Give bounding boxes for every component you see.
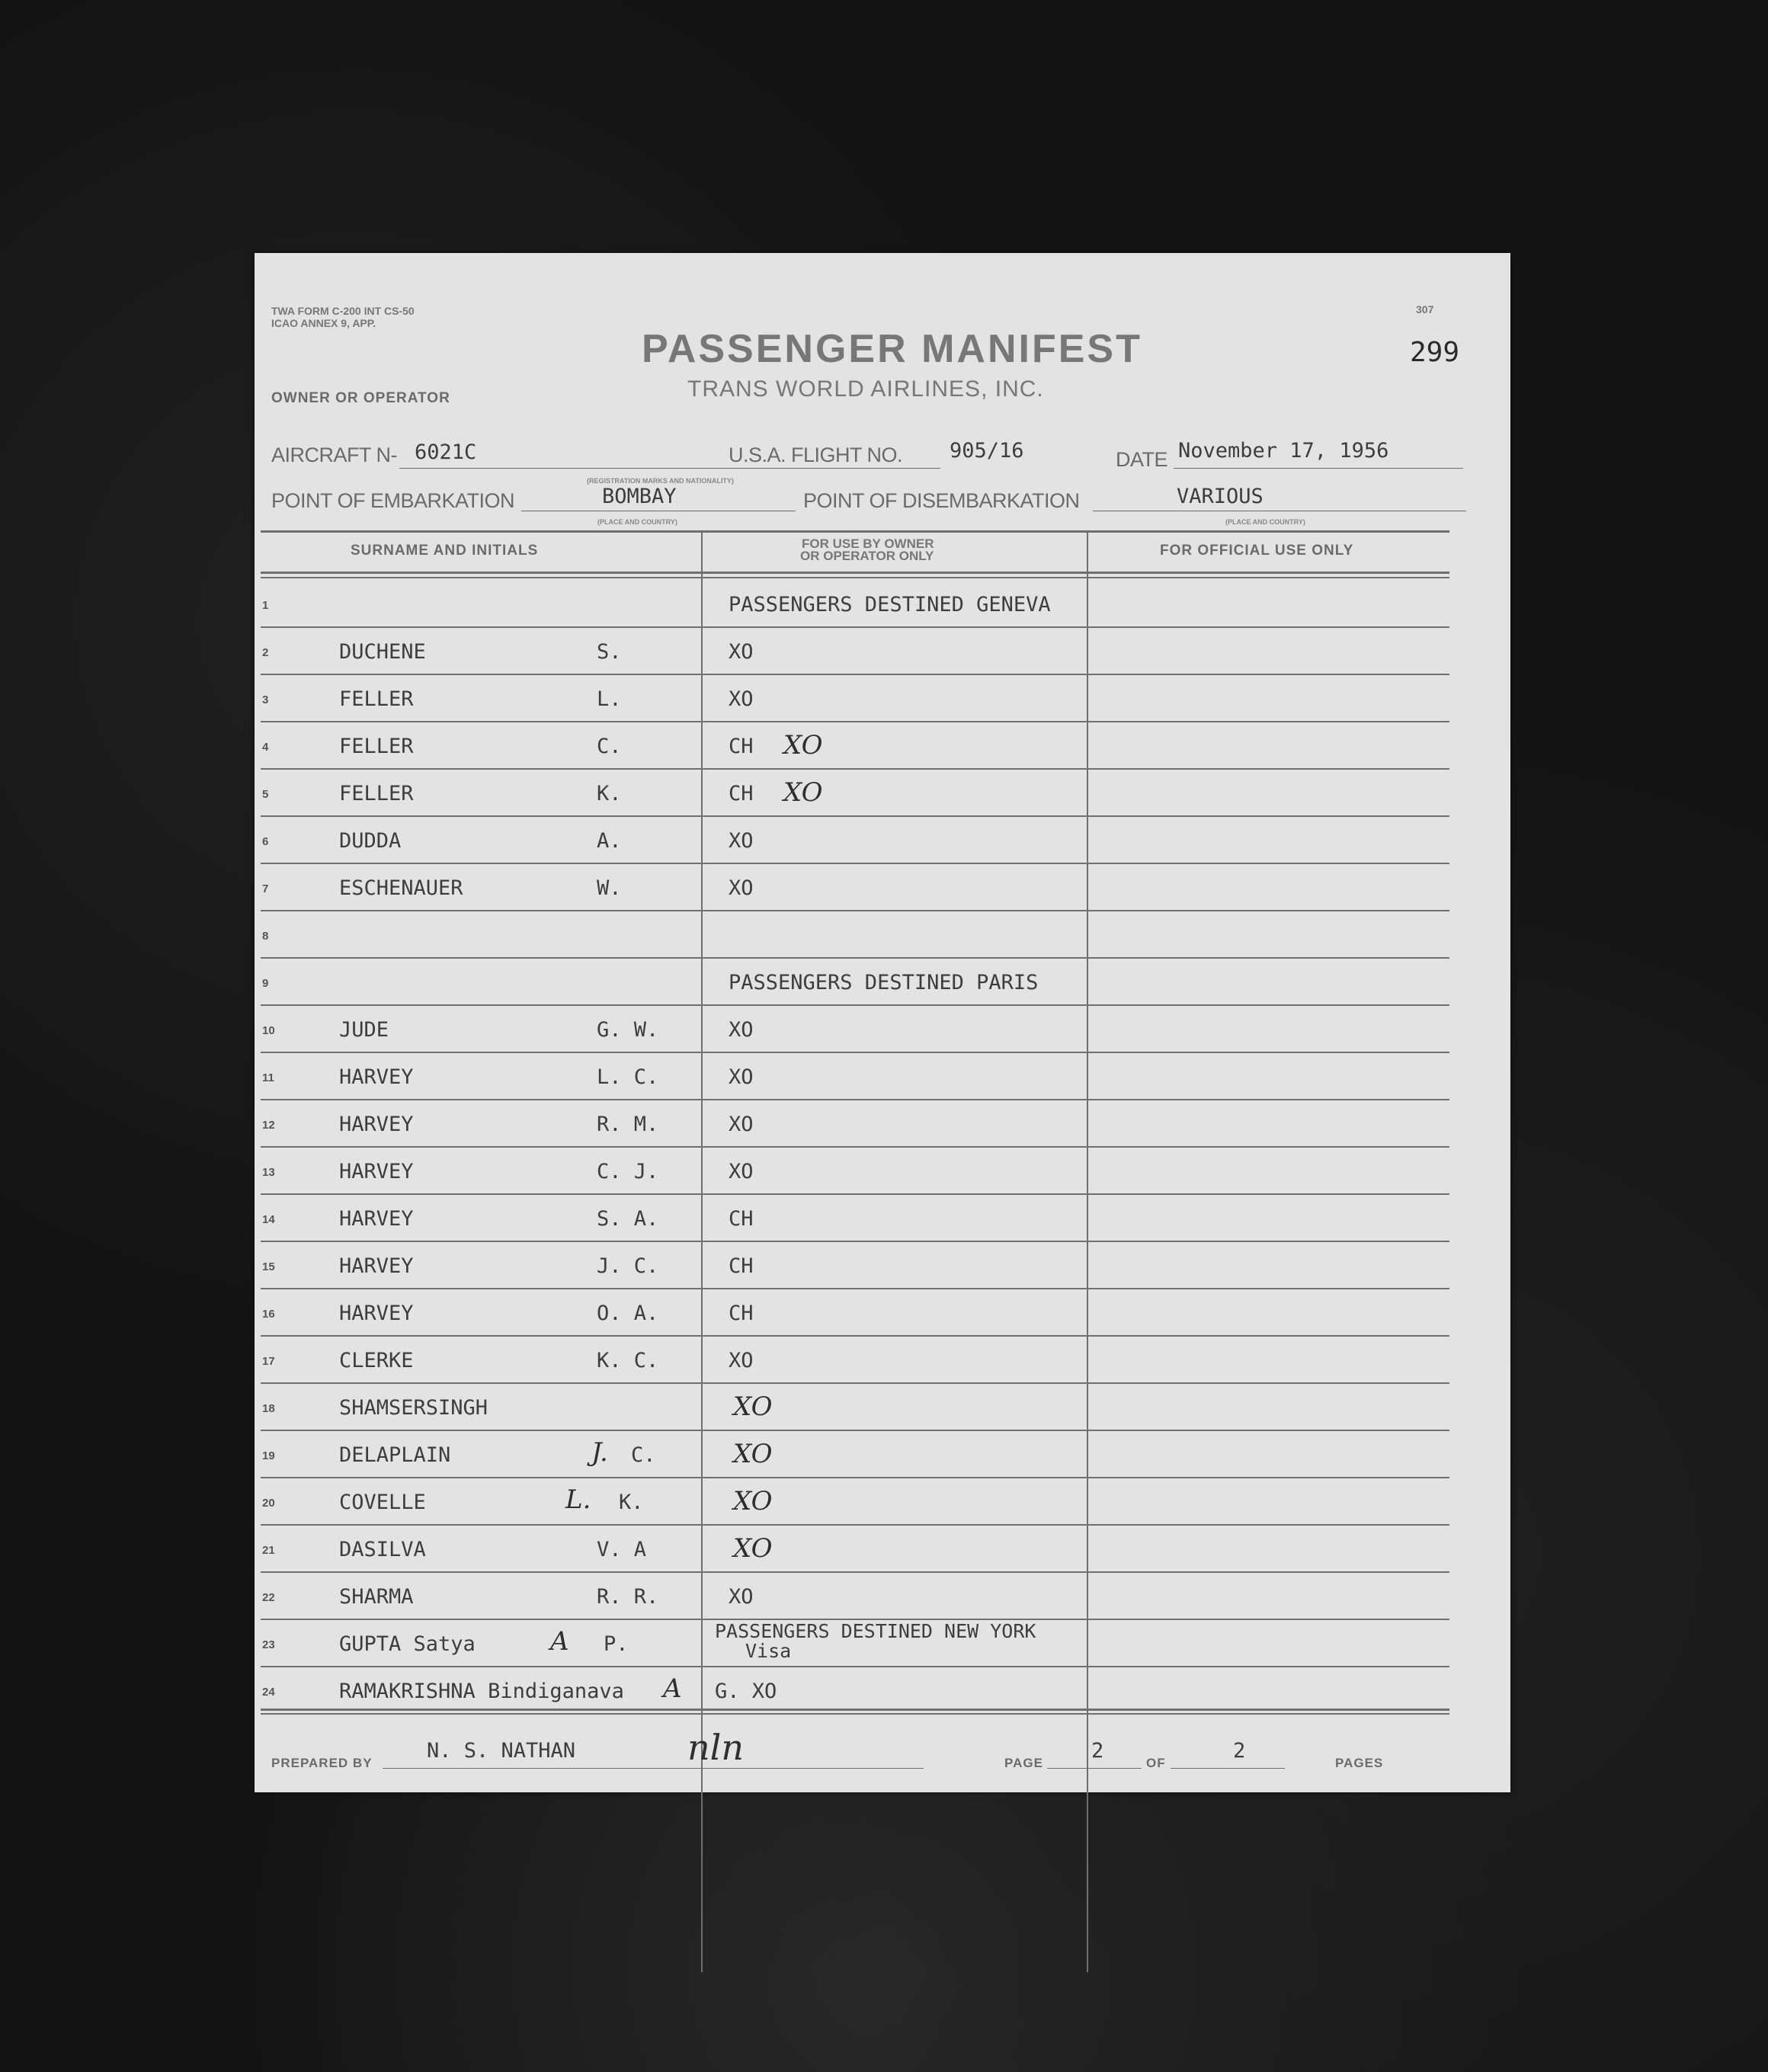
table-row — [261, 1478, 1449, 1526]
disembarkation-value: VARIOUS — [1177, 485, 1264, 508]
row-number: 12 — [262, 1119, 275, 1132]
operator-remark: XO — [729, 687, 754, 711]
table-row — [261, 1053, 1449, 1100]
manifest-sheet — [255, 253, 1510, 1792]
passenger-surname: HARVEY — [339, 1254, 414, 1278]
operator-remark: XO — [729, 1349, 754, 1372]
owner-operator-label: OWNER OR OPERATOR — [271, 390, 450, 406]
table-row — [261, 770, 1449, 817]
table-row — [261, 1337, 1449, 1384]
embarkation-label: POINT OF EMBARKATION — [271, 489, 515, 512]
operator-remark: PASSENGERS DESTINED PARIS — [729, 971, 1039, 994]
prepared-by-value: N. S. NATHAN — [427, 1739, 576, 1763]
row-number: 2 — [262, 646, 269, 659]
table-row — [261, 1148, 1449, 1195]
row-number: 19 — [262, 1449, 275, 1462]
operator-remark: G. XO — [715, 1680, 777, 1703]
table-row — [261, 1384, 1449, 1431]
form-title: PASSENGER MANIFEST — [642, 327, 1142, 371]
passenger-initials: V. A — [597, 1538, 647, 1561]
passenger-surname: HARVEY — [339, 1065, 414, 1089]
passenger-initials: K. — [619, 1491, 644, 1514]
passenger-initials: R. M. — [597, 1113, 659, 1136]
flight-label: U.S.A. FLIGHT NO. — [729, 444, 903, 466]
handwritten-initial: A — [550, 1626, 569, 1657]
passenger-initials: S. A. — [597, 1207, 659, 1231]
passenger-surname: DUDDA — [339, 829, 402, 853]
passenger-surname: SHAMSERSINGH — [339, 1396, 488, 1420]
operator-remark: CH — [729, 1254, 754, 1278]
page-value: 2 — [1091, 1739, 1104, 1763]
handwritten-initial: J. — [591, 1437, 608, 1468]
passenger-initials: C. — [597, 735, 622, 758]
table-row — [261, 1242, 1449, 1289]
passenger-surname: COVELLE — [339, 1491, 426, 1514]
of-label: OF — [1146, 1756, 1166, 1770]
passenger-initials: J. C. — [597, 1254, 659, 1278]
form-code-line1: TWA FORM C-200 INT CS-50 — [271, 305, 415, 317]
row-number: 17 — [262, 1355, 275, 1368]
table-row — [261, 959, 1449, 1006]
handwritten-remark: XO — [733, 1391, 773, 1422]
row-number: 22 — [262, 1591, 275, 1604]
operator-remark-visa: Visa — [745, 1640, 792, 1662]
table-row — [261, 628, 1449, 675]
operator-remark: XO — [729, 1113, 754, 1136]
passenger-surname: FELLER — [339, 687, 414, 711]
row-number: 21 — [262, 1544, 275, 1557]
operator-remark: XO — [729, 1160, 754, 1183]
passenger-surname: ESCHENAUER — [339, 876, 463, 900]
row-number: 6 — [262, 835, 269, 848]
table-row — [261, 1620, 1449, 1667]
embarkation-note: (PLACE AND COUNTRY) — [597, 518, 677, 526]
handwritten-remark: XO — [733, 1439, 773, 1469]
table-row — [261, 1289, 1449, 1337]
operator-remark: CH — [729, 1302, 754, 1325]
table-top-rule — [261, 530, 1449, 533]
flight-value: 905/16 — [950, 439, 1024, 463]
row-number: 23 — [262, 1638, 275, 1651]
row-number: 14 — [262, 1213, 275, 1226]
passenger-initials: O. A. — [597, 1302, 659, 1325]
disembarkation-label: POINT OF DISEMBARKATION — [803, 489, 1080, 512]
passenger-surname: RAMAKRISHNA Bindiganava — [339, 1680, 624, 1703]
table-row — [261, 1100, 1449, 1148]
column-header-surname: SURNAME AND INITIALS — [351, 543, 539, 559]
operator-remark: XO — [729, 1018, 754, 1042]
passenger-surname: DUCHENE — [339, 640, 426, 664]
operator-remark: XO — [729, 640, 754, 664]
form-code-line2: ICAO ANNEX 9, APP. — [271, 317, 376, 329]
page-stamp: 299 — [1410, 337, 1460, 368]
operator-remark: PASSENGERS DESTINED GENEVA — [729, 593, 1051, 616]
table-row — [261, 722, 1449, 770]
date-value: November 17, 1956 — [1178, 439, 1389, 463]
column-header-owner-line1: FOR USE BY OWNER — [802, 536, 934, 551]
aircraft-label: AIRCRAFT N- — [271, 444, 398, 466]
table-row — [261, 1526, 1449, 1573]
handwritten-remark: XO — [733, 1486, 773, 1516]
handwritten-initial: A — [663, 1673, 682, 1704]
operator-remark: CH — [729, 782, 754, 805]
passenger-initials: L. — [597, 687, 622, 711]
table-row — [261, 1195, 1449, 1242]
row-number: 20 — [262, 1497, 275, 1510]
table-row — [261, 1431, 1449, 1478]
operator-remark: CH — [729, 735, 754, 758]
passenger-initials: G. W. — [597, 1018, 659, 1042]
page-label: PAGE — [1004, 1756, 1043, 1770]
row-number: 4 — [262, 741, 269, 754]
operator-remark: XO — [729, 1585, 754, 1609]
column-header-official: FOR OFFICIAL USE ONLY — [1160, 543, 1354, 559]
row-number: 9 — [262, 977, 269, 990]
row-number: 10 — [262, 1024, 275, 1037]
handwritten-remark: XO — [783, 730, 823, 761]
passenger-surname: FELLER — [339, 782, 414, 805]
passenger-surname: DELAPLAIN — [339, 1443, 451, 1467]
row-number: 15 — [262, 1260, 275, 1273]
table-row — [261, 1667, 1449, 1715]
form-subtitle: TRANS WORLD AIRLINES, INC. — [687, 376, 1044, 402]
table-row — [261, 864, 1449, 911]
row-number: 3 — [262, 693, 269, 706]
passenger-initials: C. — [631, 1443, 656, 1467]
row-number: 1 — [262, 599, 269, 612]
handwritten-initial: L. — [565, 1484, 591, 1515]
operator-remark: XO — [729, 876, 754, 900]
passenger-initials: K. C. — [597, 1349, 659, 1372]
passenger-initials: L. C. — [597, 1065, 659, 1089]
table-row — [261, 1006, 1449, 1053]
row-number: 24 — [262, 1686, 275, 1699]
passenger-surname: HARVEY — [339, 1302, 414, 1325]
preparer-signature: nln — [687, 1727, 744, 1768]
table-bottom-rule — [261, 1709, 1449, 1711]
passenger-surname: GUPTA Satya — [339, 1632, 476, 1656]
row-number: 8 — [262, 930, 269, 943]
operator-remark: PASSENGERS DESTINED NEW YORK — [715, 1620, 1036, 1642]
table-row — [261, 675, 1449, 722]
table-header-rule — [261, 572, 1449, 574]
row-number: 18 — [262, 1402, 275, 1415]
passenger-initials: W. — [597, 876, 622, 900]
date-label: DATE — [1116, 448, 1168, 471]
table-row — [261, 911, 1449, 959]
row-number: 11 — [262, 1071, 274, 1084]
row-number: 16 — [262, 1308, 275, 1321]
passenger-initials: S. — [597, 640, 622, 664]
passenger-initials: P. — [604, 1632, 629, 1656]
passenger-surname: HARVEY — [339, 1207, 414, 1231]
corner-number: 307 — [1416, 303, 1434, 315]
handwritten-remark: XO — [783, 777, 823, 808]
passenger-surname: CLERKE — [339, 1349, 414, 1372]
passenger-surname: HARVEY — [339, 1113, 414, 1136]
embarkation-value: BOMBAY — [602, 485, 677, 508]
table-row — [261, 581, 1449, 628]
aircraft-value: 6021C — [415, 440, 477, 464]
column-header-owner-line2: OR OPERATOR ONLY — [800, 549, 934, 563]
passenger-surname: JUDE — [339, 1018, 389, 1042]
prepared-by-label: PREPARED BY — [271, 1756, 373, 1770]
passenger-surname: DASILVA — [339, 1538, 426, 1561]
passenger-surname: FELLER — [339, 735, 414, 758]
passenger-surname: HARVEY — [339, 1160, 414, 1183]
passenger-surname: SHARMA — [339, 1585, 414, 1609]
operator-remark: XO — [729, 1065, 754, 1089]
passenger-initials: K. — [597, 782, 622, 805]
table-row — [261, 817, 1449, 864]
registration-note: (REGISTRATION MARKS AND NATIONALITY) — [587, 477, 734, 485]
passenger-initials: C. J. — [597, 1160, 659, 1183]
operator-remark: XO — [729, 829, 754, 853]
table-row — [261, 1573, 1449, 1620]
handwritten-remark: XO — [733, 1533, 773, 1564]
row-number: 13 — [262, 1166, 275, 1179]
pages-label: PAGES — [1335, 1756, 1384, 1770]
passenger-initials: A. — [597, 829, 622, 853]
row-number: 7 — [262, 882, 269, 895]
operator-remark: CH — [729, 1207, 754, 1231]
of-value: 2 — [1233, 1739, 1246, 1763]
passenger-initials: R. R. — [597, 1585, 659, 1609]
row-number: 5 — [262, 788, 269, 801]
disembarkation-note: (PLACE AND COUNTRY) — [1225, 518, 1305, 526]
